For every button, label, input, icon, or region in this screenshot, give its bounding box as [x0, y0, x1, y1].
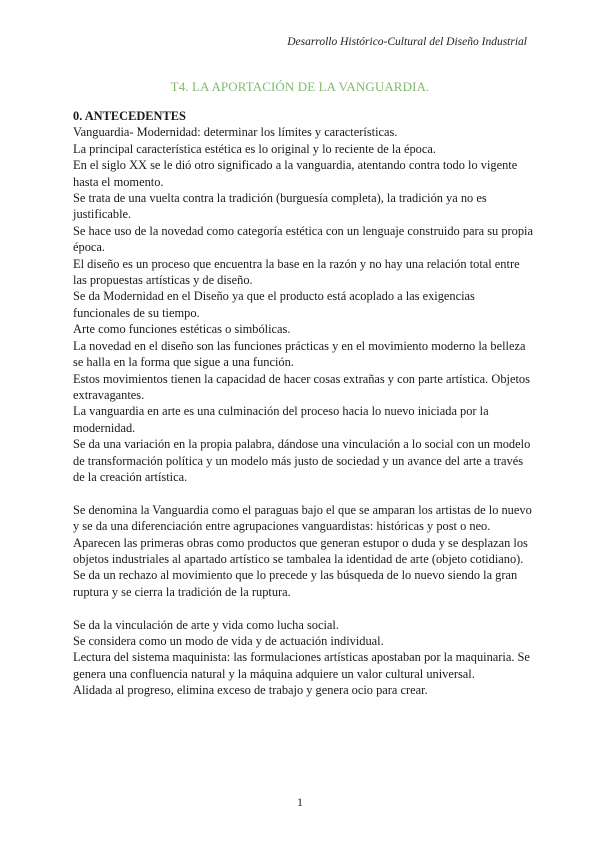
paragraph: La principal característica estética es lo original y lo reciente de la época. — [73, 141, 436, 156]
paragraph: Arte como funciones estéticas o simbólicas. — [73, 322, 291, 337]
document-body — [73, 108, 535, 699]
paragraph: Estos movimientos tienen la capacidad de hacer cosas extrañas y con parte artística. Objetos extravagantes. — [73, 371, 530, 402]
running-header: Desarrollo Histórico-Cultural del Diseño Industrial — [287, 36, 527, 48]
paragraph: Alidada al progreso, elimina exceso de trabajo y genera ocio para crear. — [73, 683, 428, 698]
paragraph: Se da una variación en la propia palabra, dándose una vinculación a lo social con un modelo de transformación política y un modelo más justo de sociedad y un avance del arte a través de la creación artística. — [73, 437, 531, 484]
paragraph-spacer — [73, 485, 535, 501]
paragraph: La novedad en el diseño son las funciones prácticas y en el movimiento moderno la belleza se halla en la forma que sigue a una función. — [73, 338, 526, 370]
paragraph: La vanguardia en arte es una culminación del proceso hacia lo nuevo iniciada por la modernidad. — [73, 404, 489, 435]
paragraph: Se da un rechazo al movimiento que lo precede y las búsqueda de lo nuevo siendo la gran ruptura y se cierra la tradición de la ruptura. — [73, 568, 518, 599]
paragraph: Se hace uso de la novedad como categoría estética con un lenguaje construido para su propia época. — [73, 223, 534, 255]
paragraph: El diseño es un proceso que encuentra la base en la razón y no hay una relación total entre las propuestas artísticas y de diseño. — [73, 256, 520, 288]
paragraph: Vanguardia- Modernidad: determinar los límites y características. — [73, 125, 398, 140]
paragraph-spacer — [73, 600, 535, 616]
paragraph: En el siglo XX se le dió otro significado a la vanguardia, atentando contra todo lo vigente hasta el momento. — [73, 158, 518, 189]
page-number: 1 — [297, 795, 303, 809]
paragraph: Se trata de una vuelta contra la tradición (burguesía completa), la tradición ya no es justificable. — [73, 191, 487, 222]
paragraph: Se considera como un modo de vida y de actuación individual. — [73, 633, 384, 648]
paragraph: Se denomina la Vanguardia como el paraguas bajo el que se amparan los artistas de lo nuevo y se da una diferenciación entre agrupaciones vanguardistas: históricas y post o neo. — [73, 502, 532, 534]
paragraph: Se da la vinculación de arte y vida como lucha social. — [73, 617, 339, 632]
paragraph: Aparecen las primeras obras como productos que generan estupor o duda y se desplazan los objetos industriales al apartado artístico se tambalea la identidad de arte (objeto cotidiano). — [73, 535, 528, 566]
section-heading: 0. ANTECEDENTES — [73, 109, 186, 123]
paragraph: Lectura del sistema maquinista: las formulaciones artísticas apostaban por la maquinaria. Se genera una confluencia natural y la máquina adquiere un valor cultural universal. — [73, 650, 530, 681]
document-title: T4. LA APORTACIÓN DE LA VANGUARDIA. — [170, 79, 430, 94]
paragraph: Se da Modernidad en el Diseño ya que el producto está acoplado a las exigencias funcionales de su tiempo. — [73, 289, 475, 320]
